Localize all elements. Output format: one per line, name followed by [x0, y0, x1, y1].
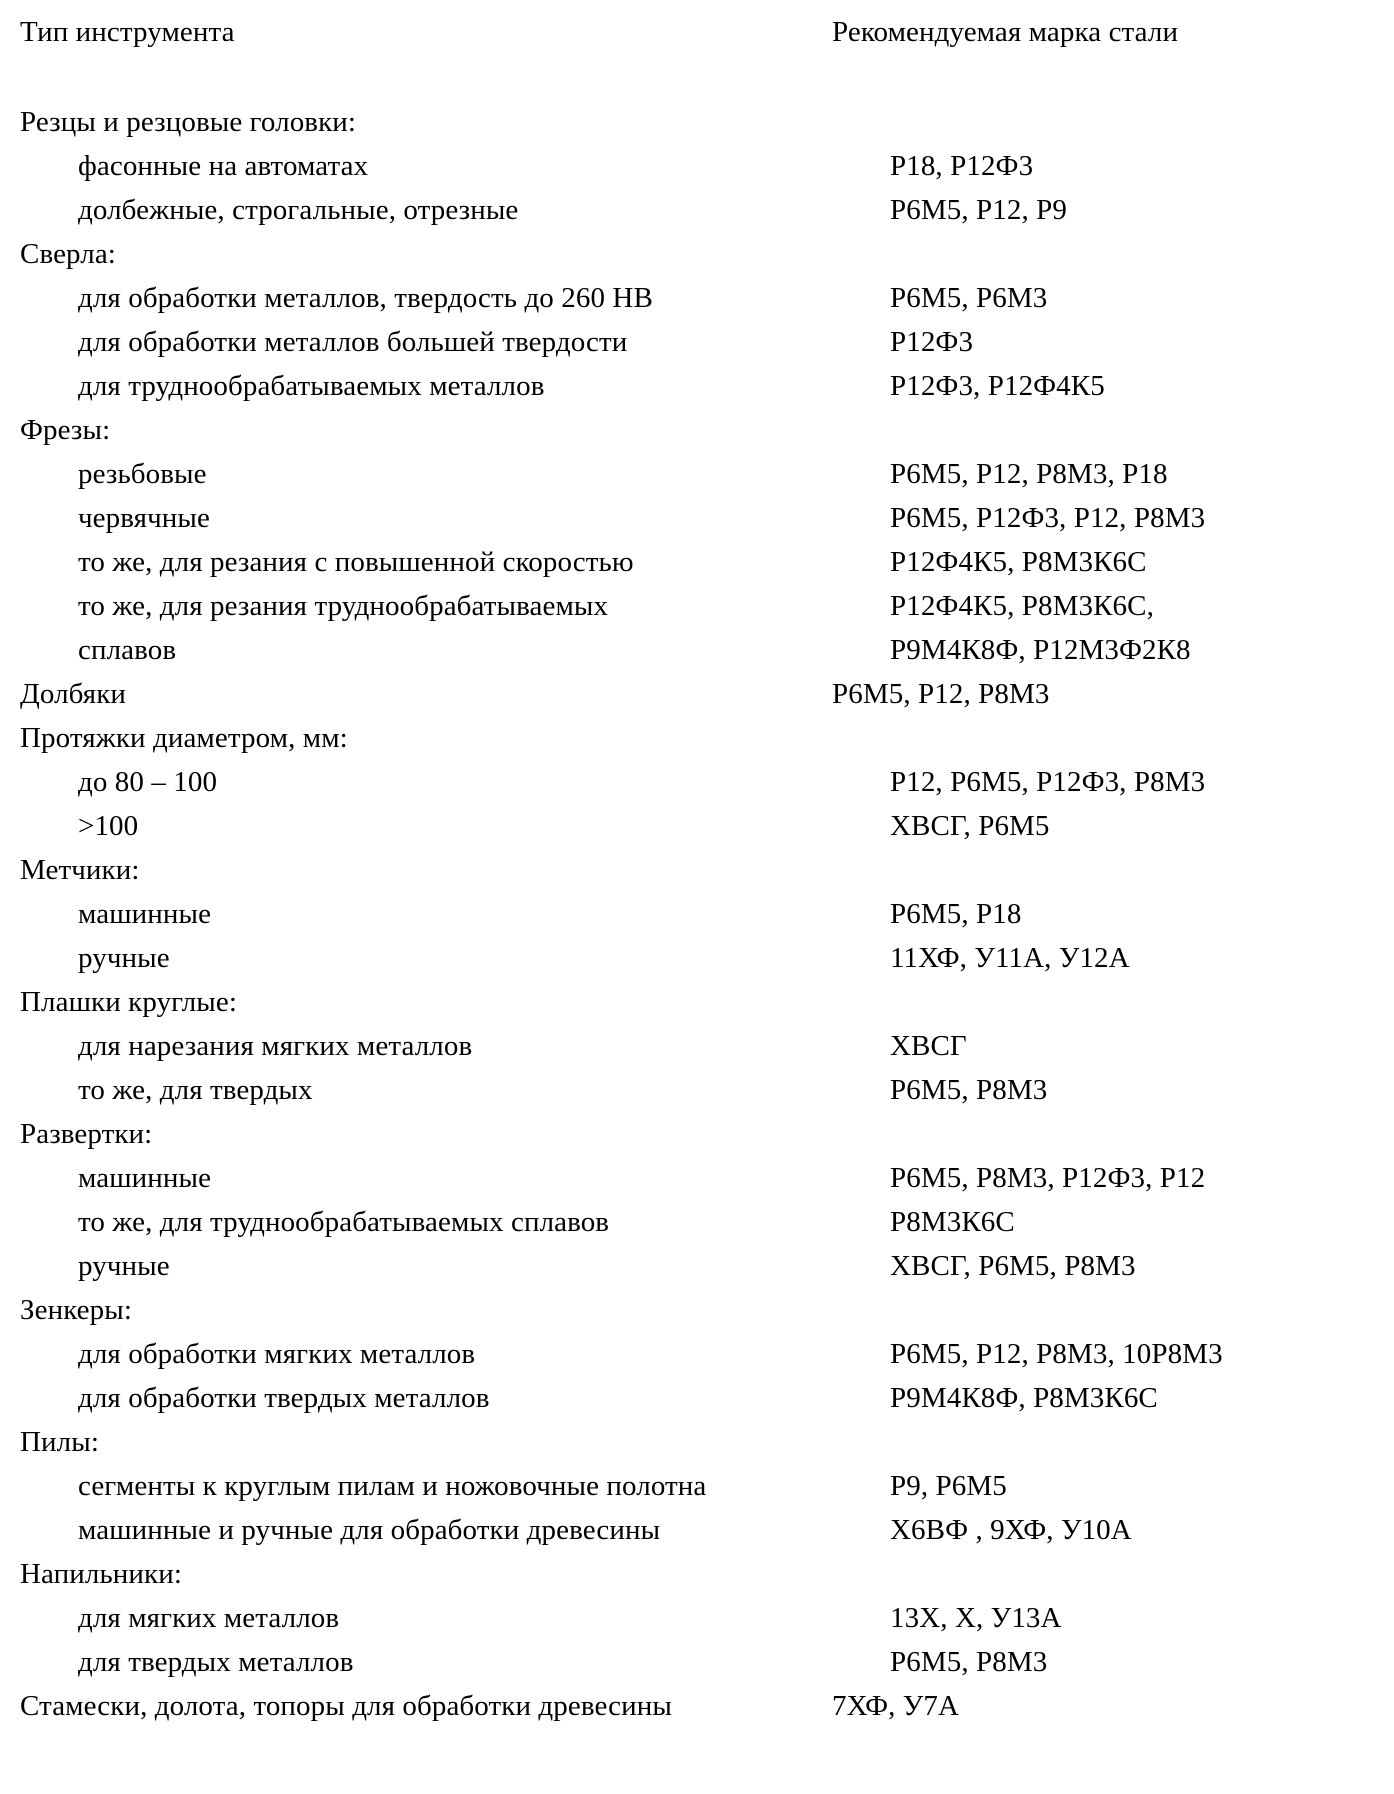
table-row	[0, 540, 1394, 584]
steel-grade-value: Р6М5, Р12, Р8М3, Р18	[890, 458, 1168, 490]
tool-item-label: для нарезания мягких металлов	[78, 1030, 473, 1062]
tool-group-label: Пилы:	[20, 1426, 99, 1458]
table-row	[0, 1508, 1394, 1552]
steel-grade-value: Р6М5, Р12Ф3, Р12, Р8М3	[890, 502, 1206, 534]
tool-item-label: для мягких металлов	[78, 1602, 340, 1634]
steel-grade-value: Р6М5, Р12, Р8М3, 10Р8М3	[890, 1338, 1223, 1370]
table-row	[0, 1332, 1394, 1376]
table-row	[0, 408, 1394, 452]
tool-group-label: Развертки:	[20, 1118, 153, 1150]
table-row	[0, 1376, 1394, 1420]
tool-item-label: долбежные, строгальные, отрезные	[78, 194, 519, 226]
table-row	[0, 672, 1394, 716]
steel-grade-value: Р6М5, Р8М3	[890, 1646, 1048, 1678]
tool-group-label: Напильники:	[20, 1558, 182, 1590]
tool-item-label: сплавов	[78, 634, 177, 666]
table-row	[0, 1684, 1394, 1728]
table-row	[0, 144, 1394, 188]
tool-item-label: ручные	[78, 942, 170, 974]
table-row	[0, 1464, 1394, 1508]
steel-grade-value: Р6М5, Р8М3, Р12Ф3, Р12	[890, 1162, 1206, 1194]
table-row	[0, 1156, 1394, 1200]
steel-grade-value: Р9, Р6М5	[890, 1470, 1007, 1502]
column-header-steel-grade: Рекомендуемая марка стали	[832, 16, 1179, 48]
table-row	[0, 936, 1394, 980]
table-row	[0, 584, 1394, 628]
table-row	[0, 188, 1394, 232]
steel-grade-value: 13Х, Х, У13А	[890, 1602, 1062, 1634]
tool-item-label: >100	[78, 810, 139, 842]
table-row	[0, 1596, 1394, 1640]
table-row	[0, 1024, 1394, 1068]
column-header-tool-type: Тип инструмента	[20, 16, 235, 48]
table-row	[0, 1244, 1394, 1288]
steel-grade-value: Р6М5, Р12, Р8М3	[832, 678, 1050, 710]
steel-grade-value: Р6М5, Р12, Р9	[890, 194, 1067, 226]
steel-grade-value: Р6М5, Р8М3	[890, 1074, 1048, 1106]
tool-item-label: машинные	[78, 898, 212, 930]
steel-grade-value: Р18, Р12Ф3	[890, 150, 1034, 182]
steel-grade-value: Р6М5, Р18	[890, 898, 1022, 930]
steel-grade-value: 7ХФ, У7А	[832, 1690, 960, 1722]
table-row	[0, 1552, 1394, 1596]
steel-grade-value: Р12Ф3, Р12Ф4К5	[890, 370, 1105, 402]
steel-grade-value: ХВСГ, Р6М5	[890, 810, 1050, 842]
steel-grade-value: Р6М5, Р6М3	[890, 282, 1048, 314]
tool-item-label: для твердых металлов	[78, 1646, 354, 1678]
steel-grade-value: Р12Ф4К5, Р8М3К6С	[890, 546, 1147, 578]
steel-grade-value: Р9М4К8Ф, Р8М3К6С	[890, 1382, 1158, 1414]
steel-grade-value: 11ХФ, У11А, У12А	[890, 942, 1130, 974]
tool-group-label: Долбяки	[20, 678, 127, 710]
tool-item-label: для обработки твердых металлов	[78, 1382, 490, 1414]
table-row	[0, 100, 1394, 144]
table-row	[0, 1288, 1394, 1332]
tool-steel-table	[0, 10, 1394, 1728]
tool-group-label: Протяжки диаметром, мм:	[20, 722, 348, 754]
steel-grade-value: ХВСГ, Р6М5, Р8М3	[890, 1250, 1136, 1282]
tool-item-label: то же, для твердых	[78, 1074, 313, 1106]
table-row	[0, 848, 1394, 892]
tool-item-label: фасонные на автоматах	[78, 150, 369, 182]
tool-item-label: до 80 – 100	[78, 766, 218, 798]
table-header-row	[0, 10, 1394, 54]
tool-item-label: сегменты к круглым пилам и ножовочные полотна	[78, 1470, 707, 1502]
tool-group-label: Резцы и резцовые головки:	[20, 106, 357, 138]
table-row	[0, 452, 1394, 496]
steel-grade-value: Р12Ф4К5, Р8М3К6С,	[890, 590, 1154, 622]
table-row	[0, 1640, 1394, 1684]
table-row	[0, 232, 1394, 276]
header-body-spacer	[0, 54, 1394, 100]
tool-item-label: то же, для труднообрабатываемых сплавов	[78, 1206, 610, 1238]
table-row	[0, 496, 1394, 540]
table-row	[0, 320, 1394, 364]
steel-grade-value: Р8М3К6С	[890, 1206, 1015, 1238]
tool-group-label: Плашки круглые:	[20, 986, 237, 1018]
table-row	[0, 804, 1394, 848]
table-body	[0, 100, 1394, 1728]
tool-item-label: для обработки мягких металлов	[78, 1338, 476, 1370]
table-row	[0, 276, 1394, 320]
tool-item-label: для обработки металлов, твердость до 260 НВ	[78, 282, 653, 314]
tool-group-label: Сверла:	[20, 238, 116, 270]
tool-item-label: то же, для резания труднообрабатываемых	[78, 590, 609, 622]
table-row	[0, 1420, 1394, 1464]
table-row	[0, 1068, 1394, 1112]
table-row	[0, 1200, 1394, 1244]
tool-item-label: для труднообрабатываемых металлов	[78, 370, 545, 402]
tool-item-label: машинные	[78, 1162, 212, 1194]
steel-grade-value: Р12, Р6М5, Р12Ф3, Р8М3	[890, 766, 1206, 798]
tool-item-label: машинные и ручные для обработки древесины	[78, 1514, 661, 1546]
steel-grade-value: Р9М4К8Ф, Р12М3Ф2К8	[890, 634, 1191, 666]
tool-item-label: для обработки металлов большей твердости	[78, 326, 628, 358]
tool-group-label: Фрезы:	[20, 414, 111, 446]
steel-grade-value: ХВСГ	[890, 1030, 967, 1062]
table-row	[0, 628, 1394, 672]
tool-item-label: то же, для резания с повышенной скоростью	[78, 546, 634, 578]
tool-item-label: червячные	[78, 502, 210, 534]
table-row	[0, 364, 1394, 408]
tool-item-label: резьбовые	[78, 458, 207, 490]
table-row	[0, 716, 1394, 760]
steel-grade-value: Р12Ф3	[890, 326, 974, 358]
steel-grade-value: Х6ВФ , 9ХФ, У10А	[890, 1514, 1132, 1546]
tool-group-label: Зенкеры:	[20, 1294, 132, 1326]
tool-item-label: ручные	[78, 1250, 170, 1282]
table-row	[0, 892, 1394, 936]
table-row	[0, 760, 1394, 804]
table-row	[0, 980, 1394, 1024]
tool-group-label: Метчики:	[20, 854, 140, 886]
table-row	[0, 1112, 1394, 1156]
tool-group-label: Стамески, долота, топоры для обработки древесины	[20, 1690, 672, 1722]
